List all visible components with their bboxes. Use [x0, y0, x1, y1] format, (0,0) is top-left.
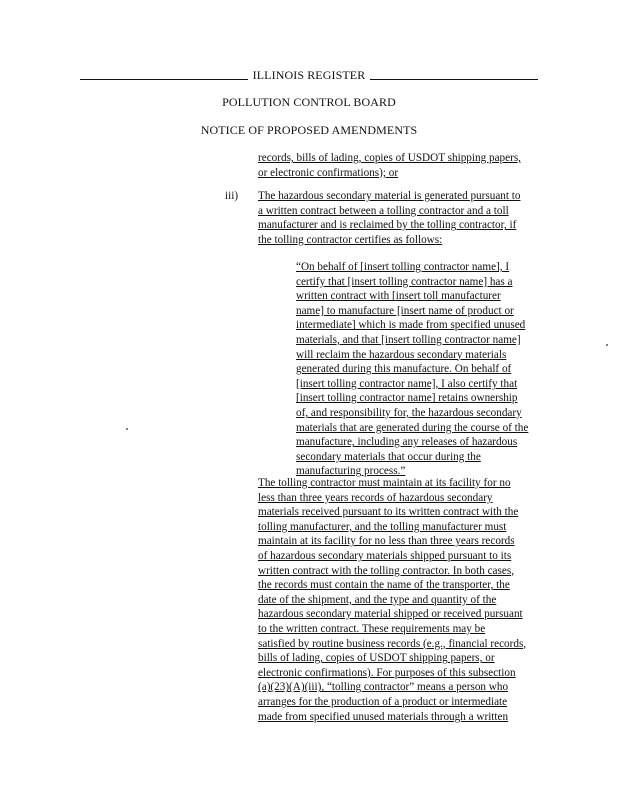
text-line: The hazardous secondary material is generated pursuant to	[258, 190, 521, 202]
text-line: manufacture, including any releases of hazardous	[296, 436, 518, 449]
text-line: records, bills of lading, copies of USDOT shipping papers,	[258, 152, 521, 164]
text-line: the records must contain the name of the transporter, the	[258, 579, 510, 592]
notice-title: NOTICE OF PROPOSED AMENDMENTS	[200, 123, 418, 137]
text-line: written contract with [insert toll manufacturer	[296, 290, 501, 303]
text-line: the tolling contractor certifies as follows:	[258, 233, 443, 246]
text-line: maintain at its facility for no less than three years records	[258, 535, 515, 548]
text-line: materials that are generated during the course of the	[296, 421, 529, 434]
text-line: “On behalf of [insert tolling contractor name], I	[296, 261, 510, 273]
text-line: The tolling contractor must maintain at its facility for no	[258, 477, 511, 489]
tolling-paragraph	[258, 476, 558, 724]
text-line: satisfied by routine business records (e.g., financial records,	[258, 637, 527, 650]
item-iii-number: iii)	[225, 190, 239, 202]
scan-speck	[606, 344, 608, 346]
text-line: of hazardous secondary materials shipped pursuant to its	[258, 549, 512, 562]
text-line: arranges for the production of a product or intermediate	[258, 695, 508, 708]
text-line: materials, and that [insert tolling contractor name]	[296, 333, 521, 346]
text-line: to the written contract. These requirements may be	[258, 622, 486, 635]
text-line: manufacturer and is reclaimed by the tolling contractor, if	[258, 219, 517, 232]
text-line: intermediate] which is made from specified unused	[296, 319, 526, 332]
certification-quote	[296, 260, 558, 479]
scan-speck	[126, 428, 128, 430]
text-line: hazardous secondary material shipped or received pursuant	[258, 608, 523, 621]
lead-paragraph	[258, 151, 558, 180]
text-line: less than three years records of hazardous secondary	[258, 491, 493, 504]
item-iii-paragraph	[258, 189, 558, 247]
text-line: written contract with the tolling contractor. In both cases,	[258, 564, 514, 577]
text-line: date of the shipment, and the type and quantity of the	[258, 593, 497, 606]
text-line: a written contract between a tolling contractor and a toll	[258, 204, 509, 217]
register-title: ILLINOIS REGISTER	[252, 68, 366, 82]
text-line: of, and responsibility for, the hazardous secondary	[296, 406, 522, 419]
text-line: secondary materials that occur during the	[296, 450, 481, 463]
text-line: [insert tolling contractor name], I also certify that	[296, 377, 518, 390]
text-line: (a)(23)(A)(iii), “tolling contractor” means a person who	[258, 681, 509, 694]
text-line: manufacturing process.”	[296, 465, 406, 478]
text-line: electronic confirmations). For purposes of this subsection	[258, 666, 516, 679]
text-line: generated during this manufacture. On behalf of	[296, 363, 512, 376]
text-line: materials received pursuant to its written contract with the	[258, 506, 519, 519]
text-line: certify that [insert tolling contractor name] has a	[296, 275, 513, 288]
board-title: POLLUTION CONTROL BOARD	[222, 95, 396, 109]
text-line: bills of lading, copies of USDOT shipping papers, or	[258, 652, 495, 665]
text-line: [insert tolling contractor name] retains ownership	[296, 392, 518, 405]
text-line: or electronic confirmations); or	[258, 166, 399, 179]
text-line: will reclaim the hazardous secondary materials	[296, 348, 507, 361]
text-line: made from specified unused materials through a written	[258, 710, 509, 723]
text-line: tolling manufacturer, and the tolling manufacturer must	[258, 520, 507, 533]
text-line: name] to manufacture [insert name of product or	[296, 304, 514, 317]
